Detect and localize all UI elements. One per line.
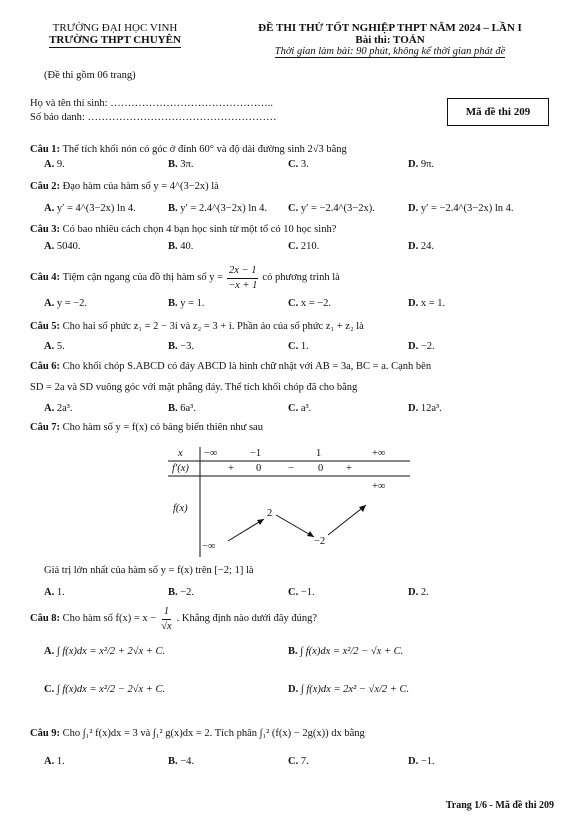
frac-num: 1 [162,605,171,620]
variation-table [168,447,410,557]
options-8-row2 [30,683,560,697]
option-c: x = −2. [300,298,332,309]
option-key: C. [44,684,55,695]
option-a: 1. [56,587,65,598]
pages-note: (Đề thi gồm 06 trang) [44,70,136,81]
option-key: D. [408,298,419,309]
option-key: B. [168,241,178,252]
options-1 [30,158,560,172]
question-6 [30,360,560,374]
option-b: −4. [180,756,195,767]
option-key: A. [44,646,55,657]
option-key: A. [44,203,55,214]
option-key: D. [408,341,419,352]
option-b: 3π. [180,159,194,170]
question-label: Câu 7: [30,422,61,433]
option-a: 5. [56,341,65,352]
option-key: B. [168,403,178,414]
option-d: 9π. [420,159,435,170]
option-key: B. [168,756,178,767]
x-val-0: −∞ [204,448,218,459]
question-text-pre: Cho hàm số f(x) = x − [62,613,157,624]
option-key: D. [408,159,419,170]
option-key: B. [168,587,178,598]
question-label: Câu 8: [30,613,61,624]
option-key: D. [408,241,419,252]
option-c: 1. [300,341,309,352]
option-a: 1. [56,756,65,767]
option-b: −2. [180,587,195,598]
option-key: C. [288,159,299,170]
option-d: 24. [420,241,434,252]
f-val-2: −2 [314,536,326,547]
option-d: −2. [420,341,435,352]
frac-den: −x + 1 [228,279,258,291]
option-key: D. [408,756,419,767]
option-key: D. [288,684,299,695]
option-c: y′ = −2.4^(3−2x). [300,203,375,214]
question-7 [30,421,560,435]
options-3 [30,240,560,254]
fp-sign-2: − [288,463,294,474]
option-b: −3. [180,341,195,352]
option-key: A. [44,159,55,170]
option-a: 9. [56,159,65,170]
fp-sign-3: 0 [318,463,324,474]
question-text: Thể tích khối nón có góc ở đỉnh 60° và độ dài đường sinh 2√3 bằng [62,144,347,155]
option-key: C. [288,341,299,352]
option-a: ∫ f(x)dx = x²/2 + 2√x + C. [56,646,166,657]
question-label: Câu 3: [30,224,61,235]
fraction [159,605,173,634]
question-4 [30,263,560,293]
option-d: 2. [420,587,429,598]
school-line1: TRƯỜNG ĐẠI HỌC VINH [52,22,178,34]
question-7-line2: Giá trị lớn nhất của hàm số y = f(x) trên [−2; 1] là [44,565,254,576]
x-label: x [178,448,183,459]
option-b: 40. [180,241,194,252]
option-a: 5040. [56,241,81,252]
x-val-2: 1 [316,448,322,459]
option-d: y′ = −2.4^(3−2x) ln 4. [420,203,514,214]
option-key: A. [44,241,55,252]
options-9 [30,755,560,769]
exam-title: ĐỀ THI THỬ TỐT NGHIỆP THPT NĂM 2024 – LẦN I [258,22,522,34]
fp-sign-1: 0 [256,463,262,474]
option-a: 2a³. [56,403,73,414]
exam-subject: Bài thi: TOÁN [355,34,425,46]
question-label: Câu 9: [30,728,61,739]
fp-sign-4: + [346,463,352,474]
option-c: 210. [300,241,320,252]
option-d: ∫ f(x)dx = 2x² − √x/2 + C. [300,684,410,695]
question-text: Đạo hàm của hàm số y = 4^(3−2x) là [62,181,219,192]
f-val-3: +∞ [372,481,386,492]
option-key: A. [44,298,55,309]
question-9 [30,727,560,741]
question-text: Cho hai số phức z₁ = 2 − 3i và z₂ = 3 + i. Phần ảo của số phức z₁ + z₂ là [62,321,364,332]
options-4 [30,297,560,311]
name-field: Họ và tên thí sinh: ……………………………………….. [30,98,273,109]
school-line2: TRƯỜNG THPT CHUYÊN [49,34,181,46]
option-b: y = 1. [180,298,205,309]
question-text: Có bao nhiêu cách chọn 4 bạn học sinh từ một tổ có 10 học sinh? [62,224,337,235]
question-5 [30,320,560,334]
option-key: D. [408,203,419,214]
option-b: ∫ f(x)dx = x²/2 − √x + C. [300,646,404,657]
option-key: D. [408,403,419,414]
exam-time: Thời gian làm bài: 90 phút, không kể thời gian phát đề [274,46,506,57]
question-3 [30,223,560,237]
option-key: C. [288,241,299,252]
options-8-row1 [30,645,560,659]
option-key: B. [168,341,178,352]
id-field: Số báo danh: ……………………………………………… [30,112,277,123]
question-label: Câu 2: [30,181,61,192]
x-val-3: +∞ [372,448,386,459]
question-label: Câu 1: [30,144,61,155]
option-a: y = −2. [56,298,88,309]
question-text: Cho hàm số y = f(x) có bảng biến thiên như sau [62,422,263,433]
option-b: 6a³. [180,403,196,414]
x-val-1: −1 [250,448,262,459]
option-key: C. [288,756,299,767]
school-header [30,22,200,48]
option-key: A. [44,341,55,352]
option-key: C. [288,587,299,598]
question-6-line2: SD = 2a và SD vuông góc với mặt phẳng đáy. Thể tích khối chóp đã cho bằng [30,382,358,393]
question-label: Câu 6: [30,361,61,372]
option-c: 7. [300,756,309,767]
exam-code-box: Mã đề thi 209 [447,98,549,126]
option-d: −1. [420,756,435,767]
option-key: C. [288,203,299,214]
f-val-0: −∞ [202,541,216,552]
option-key: A. [44,403,55,414]
options-7 [30,586,560,600]
option-key: B. [168,203,178,214]
option-a: y′ = 4^(3−2x) ln 4. [56,203,136,214]
option-c: 3. [300,159,309,170]
question-label: Câu 4: [30,272,61,283]
option-c: −1. [300,587,315,598]
option-key: D. [408,587,419,598]
option-key: C. [288,298,299,309]
question-2 [30,180,560,194]
option-d: 12a³. [420,403,442,414]
fraction [226,264,259,293]
options-6 [30,402,560,416]
question-label: Câu 5: [30,321,61,332]
fp-sign-0: + [228,463,234,474]
options-5 [30,340,560,354]
f-val-1: 2 [267,508,273,519]
fp-label: f′(x) [172,463,189,474]
option-key: B. [168,159,178,170]
question-8 [30,603,560,635]
exam-header [210,22,570,58]
question-text-post: có phương trình là [262,272,340,283]
option-key: B. [168,298,178,309]
option-d: x = 1. [420,298,446,309]
option-key: C. [288,403,299,414]
frac-den: √x [161,620,172,632]
option-b: y′ = 2.4^(3−2x) ln 4. [180,203,267,214]
question-1 [30,143,560,157]
f-label: f(x) [173,503,188,514]
frac-num: 2x − 1 [227,264,259,279]
option-c: ∫ f(x)dx = x²/2 − 2√x + C. [56,684,166,695]
question-text: Cho khối chóp S.ABCD có đáy ABCD là hình chữ nhật với AB = 3a, BC = a. Cạnh bên [62,361,432,372]
option-c: a³. [300,403,312,414]
question-text-pre: Tiệm cận ngang của đồ thị hàm số y = [62,272,224,283]
question-text: Cho ∫₁² f(x)dx = 3 và ∫₁² g(x)dx = 2. Tích phân ∫₁² (f(x) − 2g(x)) dx bằng [62,728,365,739]
options-2 [30,202,560,216]
option-key: B. [288,646,298,657]
option-key: A. [44,756,55,767]
question-text-post: . Khẳng định nào dưới đây đúng? [176,613,318,624]
page-footer: Trang 1/6 - Mã đề thi 209 [445,800,554,811]
option-key: A. [44,587,55,598]
